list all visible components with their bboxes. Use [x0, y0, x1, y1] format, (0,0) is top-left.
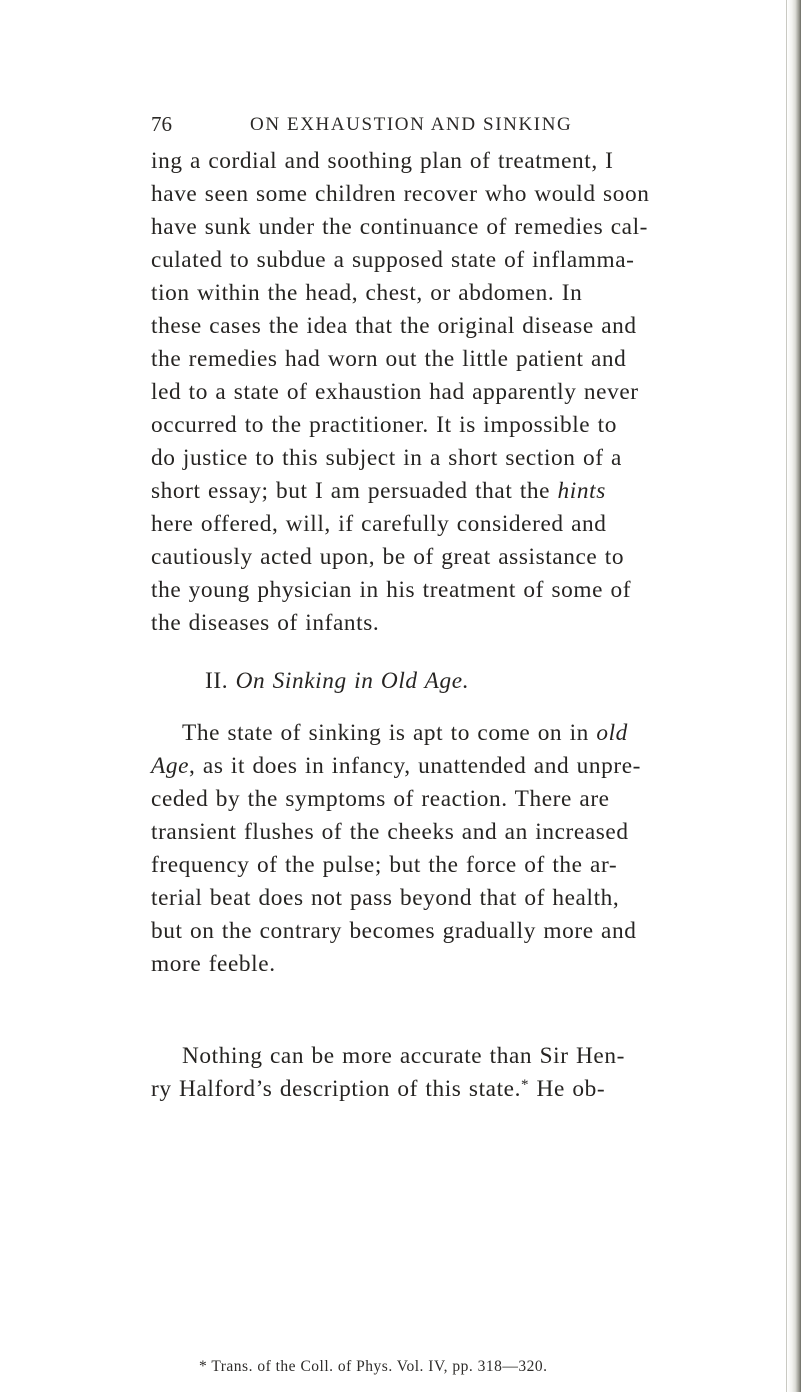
text-line: but on the contrary becomes gradually more and — [151, 918, 637, 944]
text-run: ry Halford’s description of this state. — [151, 1076, 522, 1102]
italic-word: old — [596, 720, 628, 746]
text-line: tion within the head, chest, or abdomen. In — [151, 280, 583, 306]
section-number: II. — [205, 668, 229, 694]
text-line — [151, 1074, 797, 1104]
text-line: cautiously acted upon, be of great assistance to — [151, 544, 625, 570]
section-heading — [205, 666, 801, 696]
text-line: the diseases of infants. — [151, 610, 380, 636]
text-line: the remedies had worn out the little patient and — [151, 346, 627, 372]
italic-word: hints — [557, 478, 606, 504]
page-number: 76 — [151, 112, 172, 136]
text-line: have seen some children recover who would soon — [151, 181, 650, 207]
text-line: ing a cordial and soothing plan of treatment, I — [151, 148, 614, 174]
text-line: led to a state of exhaustion had apparently never — [151, 379, 639, 405]
text-line: transient flushes of the cheeks and an increased — [151, 819, 629, 845]
section-title: On Sinking in Old Age. — [235, 668, 470, 694]
text-line: terial beat does not pass beyond that of health, — [151, 885, 620, 911]
text-line: frequency of the pulse; but the force of the ar- — [151, 852, 618, 878]
text-run: The state of sinking is apt to come on in — [182, 720, 597, 746]
text-line: the young physician in his treatment of some of — [151, 577, 632, 603]
text-line: Nothing can be more accurate than Sir Hen- — [182, 1043, 625, 1069]
text-run: short essay; but I am persuaded that the — [151, 478, 558, 504]
text-line: have sunk under the continuance of remedies cal- — [151, 214, 649, 240]
text-line: here offered, will, if carefully considered and — [151, 511, 607, 537]
text-line — [151, 751, 797, 781]
footnote: * Trans. of the Coll. of Phys. Vol. IV, pp. 318—320. — [199, 1358, 548, 1375]
text-line: more feeble. — [151, 951, 276, 977]
italic-word: Age — [151, 753, 190, 779]
running-head-title: ON EXHAUSTION AND SINKING — [250, 114, 573, 135]
text-line: culated to subdue a supposed state of inflamma- — [151, 247, 635, 273]
text-line: ceded by the symptoms of reaction. There are — [151, 786, 610, 812]
text-run: He ob- — [529, 1076, 606, 1102]
text-line — [151, 476, 797, 506]
running-head — [151, 112, 671, 142]
text-run: , as it does in infancy, unattended and unpre- — [189, 753, 642, 779]
text-line: these cases the idea that the original disease and — [151, 313, 637, 339]
text-line: do justice to this subject in a short section of a — [151, 445, 622, 471]
footnote-marker: * — [521, 1077, 530, 1093]
text-line — [182, 718, 801, 748]
text-line: occurred to the practitioner. It is impossible to — [151, 412, 617, 438]
